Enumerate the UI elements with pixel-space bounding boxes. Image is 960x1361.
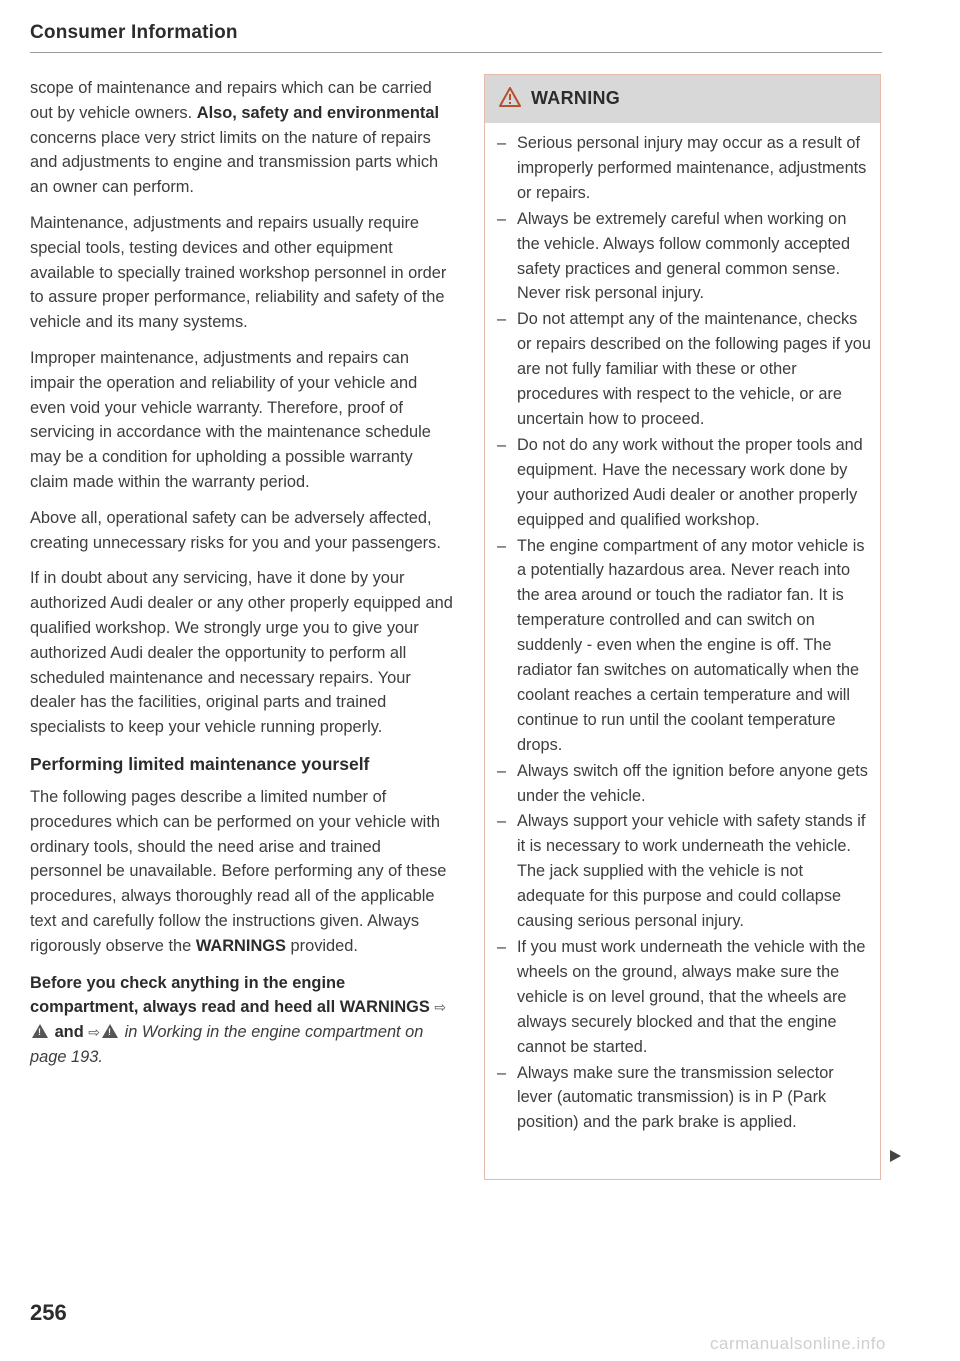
reference-arrow-icon[interactable]: ⇨ xyxy=(88,1024,100,1041)
warning-triangle-icon[interactable] xyxy=(102,1024,118,1038)
paragraph-text: provided. xyxy=(285,936,358,955)
paragraph-text: The following pages describe a limited number of procedures which can be performed on your vehicle with ordinary tools, should the need arise and trained personnel be unavailable. Before performing any of these procedures, always thoroughly read all of the applicable text and carefully follow the instructions given. Always rigorously observe the xyxy=(30,787,447,955)
main-text-column xyxy=(30,76,454,1081)
note-and-text: and xyxy=(54,1023,84,1042)
warning-item: – Always be extremely careful when working on the vehicle. Always follow commonly accepted safety practices and general common sense. Never risk personal injury. xyxy=(495,207,872,307)
warning-item: – Always make sure the transmission selector lever (automatic transmission) is in P (Park position) and the park brake is applied. xyxy=(495,1061,872,1136)
warning-header xyxy=(485,75,880,123)
warning-item: – Always support your vehicle with safety stands if it is necessary to work underneath the vehicle. The jack supplied with the vehicle is not adequate for this purpose and could collapse causing serious personal injury. xyxy=(495,809,872,934)
warning-item: – Do not attempt any of the maintenance, checks or repairs described on the following pages if you are not fully familiar with these or other procedures with respect to the vehicle, or are uncertain how to proceed. xyxy=(495,307,872,432)
paragraph-text: scope of maintenance and repairs which can be carried out by vehicle owners. xyxy=(30,79,432,122)
warning-box xyxy=(484,74,881,1180)
warning-item: – Do not do any work without the proper tools and equipment. Have the necessary work done by your authorized Audi dealer or another properly equipped and qualified workshop. xyxy=(495,433,872,533)
note-bold-text: Before you check anything in the engine compartment, always read and heed all WARNINGS xyxy=(30,973,430,1017)
header-divider xyxy=(30,52,882,53)
paragraph-improper-maintenance: Improper maintenance, adjustments and repairs can impair the operation and reliability of your vehicle and even void your vehicle warranty. Therefore, proof of servicing in accordance with the maintenance schedule may be a condition for upholding a possible warranty claim made within the warranty period. xyxy=(30,348,431,491)
warning-triangle-icon[interactable] xyxy=(32,1024,48,1038)
paragraph-engine-compartment-note xyxy=(30,971,454,1070)
warning-item: – If you must work underneath the vehicle with the wheels on the ground, always make sure the vehicle is on level ground, that the wheels are always securely blocked and that the engine cannot be started. xyxy=(495,935,872,1060)
warning-item: – Always switch off the ignition before anyone gets under the vehicle. xyxy=(495,759,872,809)
note-end-text: . xyxy=(98,1047,103,1066)
reference-arrow-icon[interactable]: ⇨ xyxy=(434,999,447,1016)
paragraph-text: concerns place very strict limits on the nature of repairs and adjustments to engine and transmission parts which an owner can perform. xyxy=(30,128,439,197)
page-header-title: Consumer Information xyxy=(30,22,238,43)
page-number: 256 xyxy=(30,1300,67,1325)
paragraph-emphasis: Also, safety and environmental xyxy=(196,103,440,122)
paragraph-scope xyxy=(30,76,454,200)
warning-triangle-icon xyxy=(499,87,521,107)
cross-reference-link[interactable]: in Working in the engine compartment on page 193 xyxy=(30,1023,424,1066)
paragraph-special-tools: Maintenance, adjustments and repairs usually require special tools, testing devices and other equipment available to specially trained workshop personnel in order to assure proper performance, reliability and safety of the vehicle and its many systems. xyxy=(30,213,447,332)
paragraph-doubt-servicing: If in doubt about any servicing, have it done by your authorized Audi dealer or any other properly equipped and qualified workshop. We strongly urge you to give your authorized Audi dealer the opportunity to perform all scheduled maintenance and necessary repairs. Your dealer has the facilities, original parts and trained specialists to keep your vehicle running properly. xyxy=(30,569,453,737)
paragraph-operational-safety: Above all, operational safety can be adversely affected, creating unnecessary risks for you and your passengers. xyxy=(30,508,441,552)
warning-item: – The engine compartment of any motor vehicle is a potentially hazardous area. Never reach into the area around or touch the radiator fan. It is temperature controlled and can switch on suddenly - even when the engine is off. The radiator fan switches on automatically when the coolant reaches a certain temperature and will continue to run until the coolant temperature drops. xyxy=(495,534,872,758)
paragraph-limited-procedures xyxy=(30,785,454,959)
warning-item: – Serious personal injury may occur as a result of improperly performed maintenance, adjustments or repairs. xyxy=(495,131,872,206)
section-heading: Performing limited maintenance yourself xyxy=(30,753,370,774)
continue-arrow-icon[interactable] xyxy=(890,1150,901,1162)
watermark: carmanualsonline.info xyxy=(710,1334,886,1353)
warning-list xyxy=(485,123,880,1135)
warning-label: WARNING xyxy=(531,88,621,108)
paragraph-emphasis: WARNINGS xyxy=(195,936,286,955)
